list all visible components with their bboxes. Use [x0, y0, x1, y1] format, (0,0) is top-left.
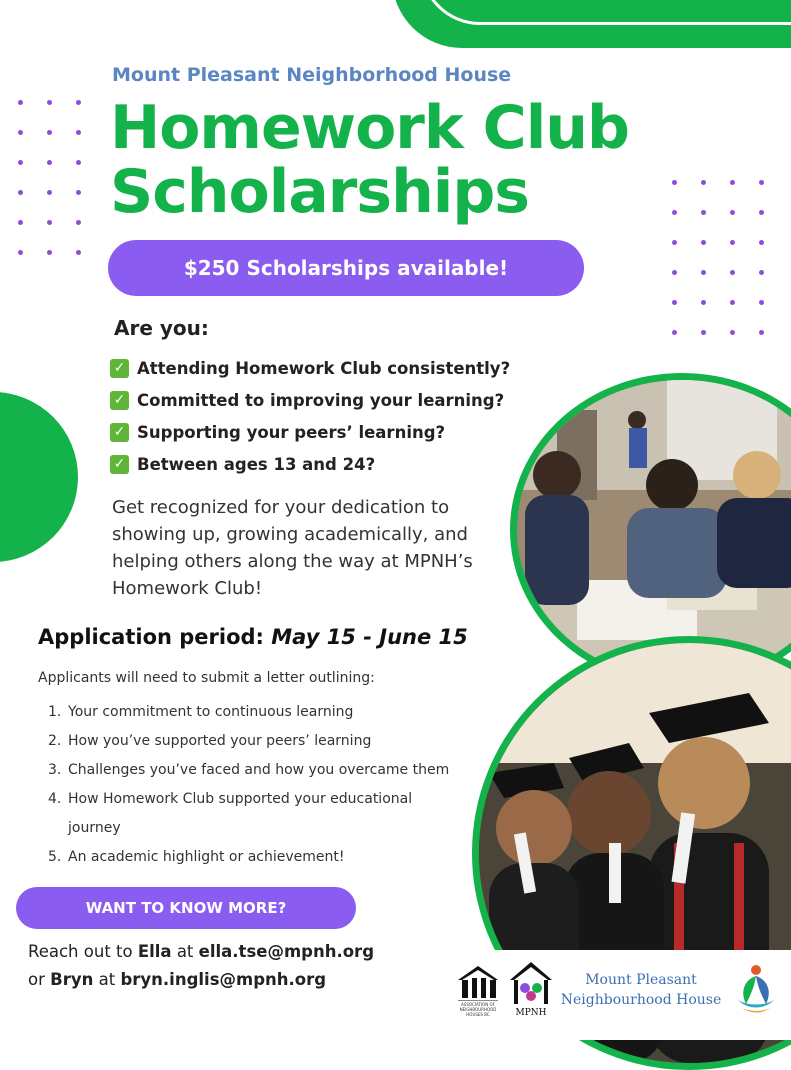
- svg-text:NEIGHBOURHOOD: NEIGHBOURHOOD: [459, 1007, 497, 1012]
- dot-grid-right: [672, 180, 764, 335]
- email-link[interactable]: ella.tse@mpnh.org: [198, 942, 375, 961]
- list-item: 5. An academic highlight or achievement!: [48, 849, 345, 865]
- eligibility-heading: Are you:: [114, 316, 209, 340]
- title-line-2: Scholarships: [110, 157, 530, 227]
- contact-name: Bryn: [50, 970, 94, 989]
- application-dates: May 15 - June 15: [271, 625, 468, 649]
- list-item: 3. Challenges you’ve faced and how you overcame them: [48, 762, 450, 778]
- contact-info: Reach out to Ella at ella.tse@mpnh.org or Bryn at bryn.inglis@mpnh.org: [28, 942, 375, 989]
- footer-organization-name: Mount Pleasant Neighbourhood House: [560, 972, 722, 1008]
- mount-pleasant-leaf-logo: [734, 962, 778, 1016]
- anh-logo: [454, 962, 502, 1018]
- left-decorative-circle: [0, 392, 78, 562]
- list-item: ✓ Supporting your peers’ learning?: [110, 416, 510, 448]
- eligibility-list: [110, 352, 510, 480]
- check-box-icon: ✓: [110, 455, 129, 474]
- contact-name: Ella: [137, 942, 172, 961]
- page-title: [110, 93, 629, 227]
- application-period: Application period: May 15 - June 15: [38, 625, 468, 649]
- title-line-1: Homework Club: [110, 93, 629, 163]
- list-item: 1. Your commitment to continuous learning: [48, 704, 354, 720]
- check-box-icon: ✓: [110, 359, 129, 378]
- intro-paragraph: Get recognized for your dedication to showing up, growing academically, and helping others along the way at MPNH’s Homework Club!: [112, 497, 473, 599]
- application-steps: [48, 698, 488, 872]
- want-to-know-more-button[interactable]: WANT TO KNOW MORE?: [16, 887, 356, 929]
- scholarship-amount-banner: $250 Scholarships available!: [108, 240, 584, 296]
- mpnh-logo: [508, 958, 554, 1018]
- list-item: ✓ Committed to improving your learning?: [110, 384, 510, 416]
- svg-text:ASSOCIATION OF: ASSOCIATION OF: [461, 1002, 495, 1007]
- list-item: 2. How you’ve supported your peers’ learning: [48, 733, 372, 749]
- svg-text:HOUSES BC: HOUSES BC: [466, 1012, 490, 1017]
- check-box-icon: ✓: [110, 391, 129, 410]
- check-box-icon: ✓: [110, 423, 129, 442]
- top-arc-stripe: [420, 0, 791, 25]
- list-item: ✓ Between ages 13 and 24?: [110, 448, 510, 480]
- svg-text:MPNH: MPNH: [515, 1008, 547, 1018]
- list-item: 4. How Homework Club supported your educational journey: [48, 791, 413, 836]
- email-link[interactable]: bryn.inglis@mpnh.org: [120, 970, 327, 989]
- dot-grid-left: [18, 100, 81, 255]
- application-instructions: Applicants will need to submit a letter outlining:: [38, 670, 375, 686]
- list-item: ✓ Attending Homework Club consistently?: [110, 352, 510, 384]
- organization-name: Mount Pleasant Neighborhood House: [112, 64, 512, 86]
